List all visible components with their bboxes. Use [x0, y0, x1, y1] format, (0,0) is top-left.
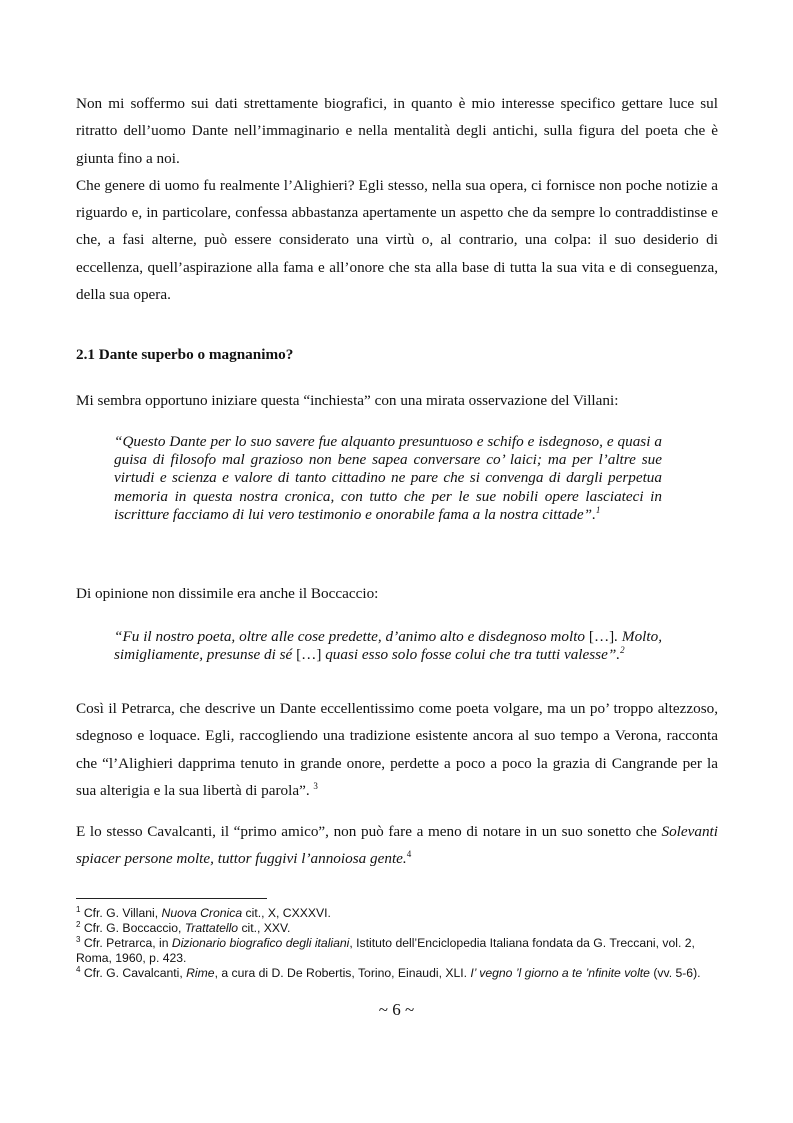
quote-boccaccio-part-a: “Fu il nostro poeta, oltre alle cose predette, d’animo alto e disdegnoso molto [114, 628, 589, 645]
footnote-text: Cfr. G. Villani, [80, 906, 162, 920]
quote-boccaccio-ellipsis: […] [296, 646, 322, 664]
paragraph-petrarca-wrap [76, 695, 718, 804]
footnote-separator [76, 898, 267, 899]
quote-villani-text: “Questo Dante per lo suo savere fue alquanto presuntuoso e schifo e isdegnoso, e quasi a guisa di filosofo mal grazioso non bene sapea conversare co’ laici; ma per l’altre sue virtudi e scienza e valore di tanto cittadino ne pare che si convenga di dargli perpetua memoria in questa nostra cronica, con tutto che per le sue nobili opere lasciateci in iscritture facciamo di lui vero testimonio e onorabile fama a la nostra cittade”. [114, 433, 662, 523]
quote-boccaccio-ellipsis: […] [588, 628, 615, 645]
paragraph-alighieri-character: Che genere di uomo fu realmente l’Alighieri? Egli stesso, nella sua opera, ci fornisce non poche notizie a riguardo e, in particolare, confessa abbastanza apertamente un aspetto che da sempre lo contraddistinse e che, a fasi alterne, può essere considerato una virtù o, al contrario, una colpa: il suo desiderio di eccellenza, quell’aspirazione alla fama e all’onore che sta alla base di tutta la sua vita e di conseguenza, della sua opera. [76, 176, 718, 304]
intro-villani: Mi sembra opportuno iniziare questa “inchiesta” con una mirata osservazione del Villani: [76, 392, 619, 409]
footnote-number: 2 [76, 919, 81, 929]
footnote-2 [76, 921, 722, 936]
footnote-text: Cfr. G. Boccaccio, [80, 921, 185, 935]
paragraph-biography: Non mi soffermo sui dati strettamente biografici, in quanto è mio interesse specifico gettare luce sul ritratto dell’uomo Dante nell’immaginario e nella mentalità degli antichi, sulla figura del poeta che è giunta fino a noi. [76, 95, 718, 167]
paragraph-cavalcanti-text: E lo stesso Cavalcanti, il “primo amico”, non può fare a meno di notare in un suo sonetto che [76, 823, 662, 840]
footnote-text: cit., XXV. [238, 921, 291, 935]
footnote-title: Rime [186, 966, 215, 980]
footnote-title: I’ vegno ’l giorno a te ’nfinite volte [470, 966, 650, 980]
paragraph-petrarca-text: Così il Petrarca, che descrive un Dante eccellentissimo come poeta volgare, ma un po’ troppo altezzoso, sdegnoso e loquace. Egli, raccogliendo una tradizione esistente ancora al suo tempo a Verona, racconta che “l’Alighieri dapprima tenuto in grande onore, perdette a poco a poco la grazia di Cangrande per la sua alterigia e la sua libertà di parola”. [76, 700, 718, 799]
footnote-text: Cfr. Petrarca, in [80, 936, 172, 950]
footnote-title: Trattatello [184, 921, 239, 935]
footnote-ref-3[interactable]: 3 [313, 780, 318, 791]
footnote-number: 4 [76, 964, 81, 974]
footnote-text: (vv. 5-6). [649, 966, 701, 980]
footnote-1 [76, 906, 722, 921]
intro-boccaccio: Di opinione non dissimile era anche il Boccaccio: [76, 585, 379, 602]
footnote-text: cit., X, CXXXVI. [242, 906, 331, 920]
footnote-text: Cfr. G. Cavalcanti, [80, 966, 187, 980]
footnote-title: Dizionario biografico degli italiani [171, 936, 350, 950]
footnote-number: 3 [76, 934, 81, 944]
quote-boccaccio-part-c: quasi esso solo fosse colui che tra tutti valesse”. [321, 646, 621, 664]
footnote-text: , a cura di D. De Robertis, Torino, Einaudi, XLI. [214, 966, 471, 980]
footnote-ref-2[interactable]: 2 [620, 645, 625, 656]
section-heading: 2.1 Dante superbo o magnanimo? [76, 346, 294, 363]
quote-villani [114, 433, 662, 524]
paragraph-cavalcanti [76, 818, 718, 873]
footnote-ref-1[interactable]: 1 [595, 504, 601, 515]
section-heading-wrap [76, 346, 718, 364]
quote-boccaccio-part-b: . Molto, simigliamente, presunse di sé [114, 628, 662, 664]
paragraph-cavalcanti-wrap [76, 818, 718, 873]
footnote-ref-4[interactable]: 4 [406, 849, 412, 860]
footnote-text: , Istituto dell’Enciclopedia Italiana fondata da G. Treccani, vol. 2, Roma, 1960, p. 423. [76, 936, 695, 965]
quote-boccaccio [114, 628, 662, 664]
footnote-3 [76, 936, 722, 965]
paragraph-petrarca [76, 695, 718, 804]
intro-boccaccio-wrap [76, 580, 718, 607]
opening-paragraphs [76, 90, 718, 308]
footnote-number: 1 [76, 904, 81, 914]
page-number: ~ 6 ~ [378, 1000, 415, 1019]
intro-villani-wrap [76, 387, 718, 414]
footnote-4 [76, 966, 722, 981]
footnote-title: Nuova Cronica [161, 906, 243, 920]
cavalcanti-sonnet-quote: Solevanti spiacer persone molte, tuttor fuggivi l’annoiosa gente. [76, 823, 718, 868]
